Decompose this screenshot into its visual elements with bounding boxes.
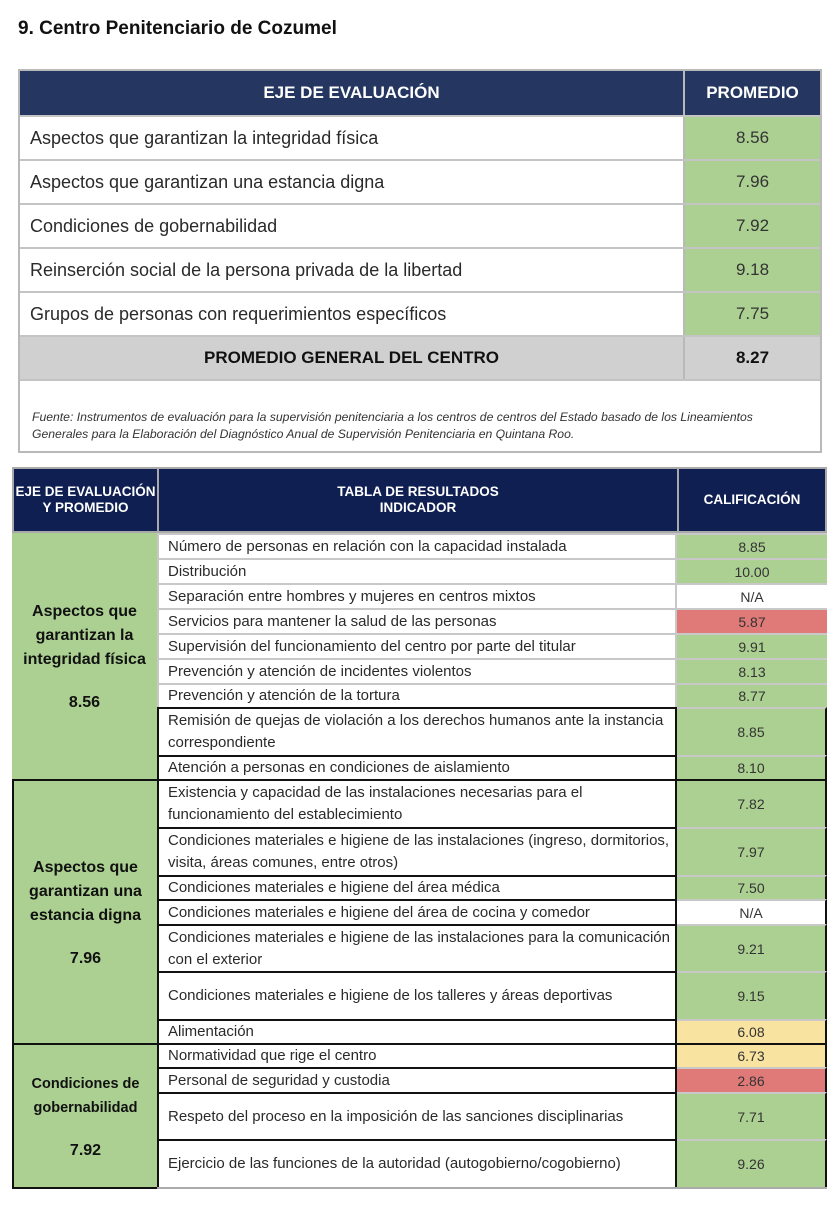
summary-row-label: Reinserción social de la persona privada de la libertad [20,249,685,291]
indicator-label: Condiciones materiales e higiene de las instalaciones (ingreso, dormitorios, visita, áreas comunes, entre otros) [157,827,677,875]
summary-row [20,291,820,335]
indicator-label: Condiciones materiales e higiene del área de cocina y comedor [157,899,677,924]
header-eje-promedio: EJE DE EVALUACIÓN Y PROMEDIO [14,469,159,531]
indicator-value: 7.50 [677,875,827,899]
indicator-value: 6.08 [677,1019,827,1043]
table-bottom-border [12,1187,157,1189]
indicator-label: Personal de seguridad y custodia [157,1067,677,1092]
indicator-label: Respeto del proceso en la imposición de las sanciones disciplinarias [157,1092,677,1139]
group-cell [12,533,157,779]
indicator-label: Número de personas en relación con la capacidad instalada [157,533,677,558]
indicator-value: 2.86 [677,1067,827,1092]
indicator-label: Ejercicio de las funciones de la autoridad (autogobierno/cogobierno) [157,1139,677,1187]
summary-row-value: 9.18 [685,249,820,291]
group-name: Aspectos que garantizan la integridad física [23,603,146,668]
summary-row-value: 7.96 [685,161,820,203]
indicator-label: Supervisión del funcionamiento del centro por parte del titular [157,633,677,658]
indicator-label: Separación entre hombres y mujeres en centros mixtos [157,583,677,608]
indicator-value: 8.77 [677,683,827,707]
indicator-label: Atención a personas en condiciones de aislamiento [157,755,677,779]
indicator-value: 10.00 [677,558,827,583]
indicator-value: N/A [677,899,827,924]
summary-row-value: 7.75 [685,293,820,335]
group-average: 7.96 [69,950,102,967]
group-cell [12,1043,157,1187]
indicator-value: N/A [677,583,827,608]
header-eje: EJE DE EVALUACIÓN [20,71,685,115]
table-bottom-border [157,1187,827,1189]
indicator-label: Prevención y atención de incidentes violentos [157,658,677,683]
group-average: 8.56 [68,694,101,711]
indicator-value: 9.21 [677,924,827,971]
total-value: 8.27 [735,348,770,367]
indicator-label: Alimentación [157,1019,677,1043]
summary-row [20,247,820,291]
indicator-label: Remisión de quejas de violación a los derechos humanos ante la instancia correspondiente [157,707,677,755]
summary-row-value: 7.92 [685,205,820,247]
indicator-label: Prevención y atención de la tortura [157,683,677,707]
summary-total-row [20,335,820,379]
indicator-value: 9.26 [677,1139,827,1187]
indicator-value: 8.13 [677,658,827,683]
group-name: Aspectos que garantizan una estancia digna [29,859,142,924]
indicator-label: Distribución [157,558,677,583]
header-calificacion: CALIFICACIÓN [703,492,801,507]
indicator-value: 9.91 [677,633,827,658]
summary-row [20,159,820,203]
summary-table [18,69,822,453]
summary-row-label: Grupos de personas con requerimientos específicos [20,293,685,335]
indicator-label: Condiciones materiales e higiene de los talleres y áreas deportivas [157,971,677,1019]
total-label: PROMEDIO GENERAL DEL CENTRO [20,337,685,379]
page-title: 9. Centro Penitenciario de Cozumel [18,18,337,39]
summary-row-label: Condiciones de gobernabilidad [20,205,685,247]
summary-row [20,115,820,159]
summary-row [20,203,820,247]
header-indicador-label: INDICADOR [379,500,457,515]
header-promedio: PROMEDIO [706,83,799,102]
source-note: Fuente: Instrumentos de evaluación para la supervisión penitenciaria a los centros de centros del Estado basado de los Lineamientos Generales para la Elaboración del Diagnóstico Anual de Supervisión Penitenciaria en Quintana Roo. [20,379,820,451]
indicator-value: 8.10 [677,755,827,779]
indicator-label: Normatividad que rige el centro [157,1043,677,1067]
indicator-value: 8.85 [677,533,827,558]
indicator-value: 6.73 [677,1043,827,1067]
indicator-label: Condiciones materiales e higiene del área médica [157,875,677,899]
summary-row-label: Aspectos que garantizan una estancia digna [20,161,685,203]
indicator-label: Condiciones materiales e higiene de las instalaciones para la comunicación con el exterior [157,924,677,971]
indicator-value: 9.15 [677,971,827,1019]
indicator-value: 7.82 [677,779,827,827]
group-name: Condiciones de gobernabilidad [31,1076,140,1116]
indicator-value: 5.87 [677,608,827,633]
header-tabla-resultados: TABLA DE RESULTADOS [337,484,499,499]
indicator-value: 7.71 [677,1092,827,1139]
group-average: 7.92 [69,1142,102,1159]
group-cell [12,779,157,1043]
summary-row-label: Aspectos que garantizan la integridad física [20,117,685,159]
indicator-value: 8.85 [677,707,827,755]
indicator-label: Existencia y capacidad de las instalaciones necesarias para el funcionamiento del establecimiento [157,779,677,827]
summary-row-value: 8.56 [685,117,820,159]
results-table-header [12,467,827,533]
indicator-label: Servicios para mantener la salud de las personas [157,608,677,633]
summary-table-header [20,71,820,115]
indicator-value: 7.97 [677,827,827,875]
header-indicador [159,469,679,531]
